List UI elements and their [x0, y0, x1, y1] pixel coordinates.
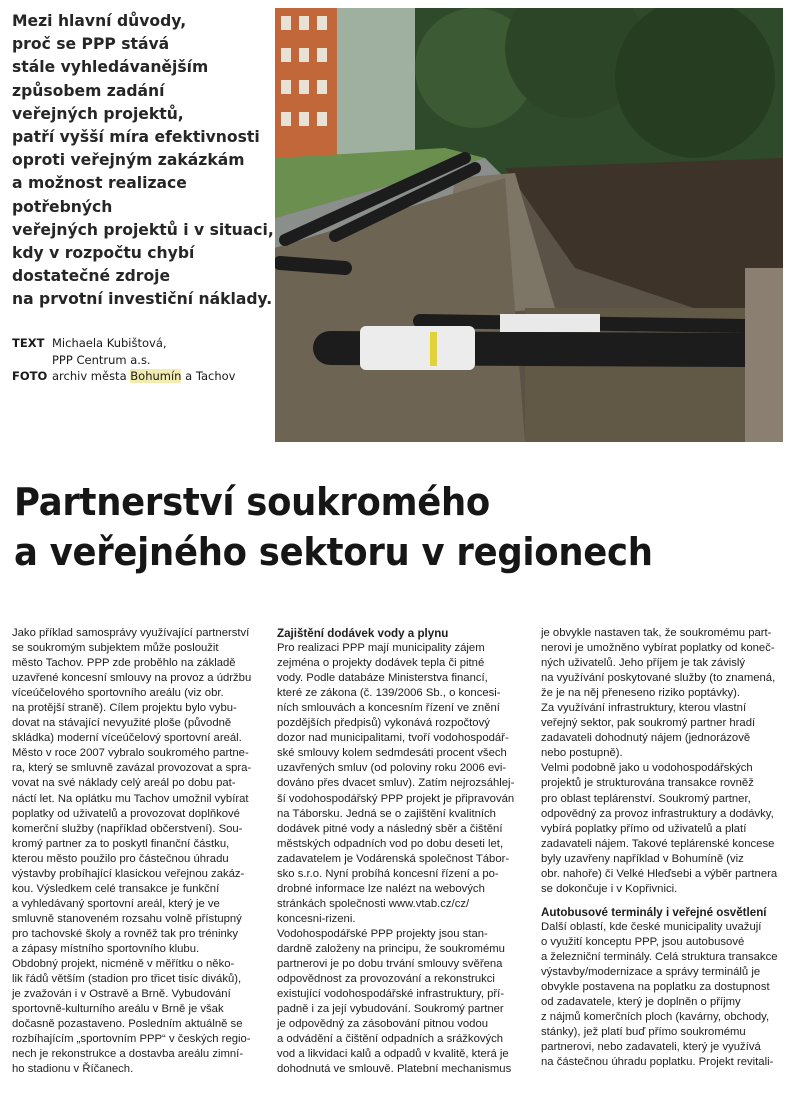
text-line: padně i za její vybudování. Soukromý partner — [277, 1003, 504, 1016]
pipeline-photo — [275, 8, 783, 442]
text-line: dočasně pozastaveno. Posledním aktuálně se — [12, 1018, 243, 1031]
text-line: dovat na stávající nevyužité ploše (původně — [12, 717, 232, 730]
lead-line: způsobem zadání — [12, 81, 165, 100]
text-line: víceúčelového sportovního areálu (viz obr. — [12, 687, 224, 700]
lead-line: proč se PPP stává — [12, 35, 170, 54]
text-line: zadavatelem je Vodárenská společnost Tábor- — [277, 852, 510, 865]
text-line: se soukromým subjektem může posloužit — [12, 642, 219, 655]
text-line: Obdobný projekt, nicméně v měřítku o něko- — [12, 958, 235, 971]
text-line: Za využívání infrastruktury, kterou vlastní — [541, 702, 747, 715]
text-line: uzavřené koncesní smlouvy na provoz a údržbu — [12, 672, 252, 685]
text-line: dozor nad municipalitami, tvoří vodohospodář- — [277, 732, 509, 745]
text-line: Další oblastí, kde české municipality uvažují — [541, 920, 762, 933]
text-line: pozdějších předpisů) vykonává rozpočtový — [277, 717, 490, 730]
text-line: na protější straně). Cílem projektu bylo vybu- — [12, 702, 237, 715]
text-line: sportovně-kulturního areálu v Brně je však — [12, 1003, 224, 1016]
text-line: stránkách společnosti www.vtab.cz/cz/ — [277, 897, 470, 910]
text-line: koncesni-rizeni. — [277, 912, 356, 925]
text-line: ních smlouvách a koncesním řízení ve znění — [277, 702, 500, 715]
text-line: je odpovědný za zásobování pitnou vodou — [277, 1018, 489, 1031]
text-line: partnerovi je po dobu trvání smlouvy svěřena — [277, 958, 503, 971]
text-line: pro oblast teplárenství. Soukromý partner, — [541, 792, 751, 805]
column-1 — [12, 626, 264, 1077]
column-3 — [541, 626, 793, 1070]
text-line: zejména o projekty dodávek tepla či pitné — [277, 657, 485, 670]
text-line: Jako příklad samosprávy využívající partnerství — [12, 627, 250, 639]
text-line: ší vodohospodářský PPP projekt je připravován — [277, 792, 515, 805]
text-line: lik řádů větším (stadion pro třicet tisíc diváků), — [12, 973, 242, 986]
text-line: náctí let. Na oplátku mu Tachov umožnil vybírat — [12, 792, 249, 805]
lead-line: patří vyšší míra efektivnosti — [12, 128, 260, 147]
text-line: dodávek pitné vody a následný sběr a čištění — [277, 822, 503, 835]
text-line: dohodnutá ve smlouvě. Platební mechanismus — [277, 1063, 512, 1076]
text-line: stánky), jež platí buď přímo soukromému — [541, 1026, 746, 1039]
lead-line: oproti veřejným zakázkám — [12, 151, 245, 170]
text-line: pro tachovské školy a rovněž tak pro tréninky — [12, 927, 239, 940]
text-line: nerovi je umožněno vybírat poplatky od koneč- — [541, 642, 775, 655]
text-line: výstavby/modernizace a správy terminálů je — [541, 966, 761, 979]
text-line: zadavateli dohodnutý nájem (jednorázově — [541, 732, 751, 745]
text-line: vovat na své náklady celý areál po dobu pat- — [12, 777, 236, 790]
text-line: Vodohospodářské PPP projekty jsou stan- — [277, 927, 488, 940]
text-line: kou. Výsledkem celé transakce je funkční — [12, 882, 220, 895]
lead-line: dostatečné zdroje — [12, 267, 171, 286]
text-line: a zápasy místního sportovního klubu. — [12, 942, 200, 955]
text-line: vybírá poplatky přímo od uživatelů a platí — [541, 822, 747, 835]
text-line: na Táborsku. Jedná se o zajištění kvalitních — [277, 807, 496, 820]
text-line: partnerovi, nebo zadavateli, který je využívá — [541, 1041, 761, 1054]
lead-line: na prvotní investiční náklady. — [12, 290, 273, 309]
text-line: skládka) moderní víceúčelový sportovní areál. — [12, 732, 242, 745]
text-line: sko s.r.o. Nyní probíhá koncesní řízení a po- — [277, 867, 499, 880]
text-line: ra, který se smluvně zavázal provozovat a spra- — [12, 762, 252, 775]
author-org: PPP Centrum a.s. — [52, 352, 151, 367]
text-line: výstavby probíhající klasickou veřejnou zakáz- — [12, 867, 245, 880]
text-line: od zadavatele, který je doplněn o příjmy — [541, 996, 741, 1009]
text-line: nech je rekonstrukce a dostavba areálu zimní- — [12, 1048, 244, 1061]
text-line: na částečnou úhradu poplatku. Projekt revitali- — [541, 1056, 774, 1069]
text-line: které ze zákona (č. 139/2006 Sb., o koncesi- — [277, 687, 501, 700]
text-line: smluvně stanoveném rozsahu volně přístupný — [12, 912, 242, 925]
section-heading-water-gas: Zajištění dodávek vody a plynu — [277, 627, 449, 640]
lead-line: stále vyhledávanějším — [12, 58, 209, 77]
text-line: odpovědný za provoz infrastruktury a dodávky, — [541, 807, 774, 820]
text-line: odpovědnost za provozování a rekonstrukci — [277, 973, 495, 986]
text-line: z nájmů komerčních ploch (kavárny, obchody, — [541, 1011, 770, 1024]
text-line: uzavřených smluv (od poloviny roku 2006 evi- — [277, 762, 507, 775]
text-line: se dokončuje i v Kopřivnici. — [541, 882, 678, 895]
text-line: projektů je strukturována transakce rovněž — [541, 777, 754, 790]
foto-label: FOTO — [12, 369, 48, 383]
text-line: je zvažován i v Ostravě a Brně. Vybudování — [12, 988, 231, 1001]
text-line: obvykle postavena na poplatku za dostupnost — [541, 981, 770, 994]
text-line: kterou město použilo pro částečnou úhradu — [12, 852, 229, 865]
text-line: Město v roce 2007 vybralo soukromého partne- — [12, 747, 249, 760]
article-headline: Partnerství soukromého a veřejného sektoru v regionech — [14, 480, 653, 575]
author-name: Michaela Kubištová, — [52, 336, 167, 350]
text-line: vody. Podle databáze Ministerstva financí, — [277, 672, 488, 685]
text-line: existující vodohospodářské infrastruktury, pří- — [277, 988, 505, 1001]
text-line: byly uzavřeny například v Bohumíně (viz — [541, 852, 744, 865]
section-heading-bus-terminals: Autobusové terminály i veřejné osvětlení — [541, 905, 767, 919]
text-line: o využití konceptu PPP, jsou autobusové — [541, 935, 745, 948]
photo-credit: archiv města Bohumín a Tachov — [52, 369, 236, 383]
lead-line: veřejných projektů i v situaci, — [12, 220, 274, 239]
lead-line: kdy v rozpočtu chybí — [12, 244, 195, 263]
text-line: vod a likvidaci kalů a odpadů v kvalitě, která je — [277, 1048, 509, 1061]
text-label: TEXT — [12, 336, 45, 350]
text-line: město Tachov. PPP zde proběhlo na základě — [12, 657, 236, 670]
text-line: dardně založeny na principu, že soukromému — [277, 942, 505, 955]
text-line: veřejný sektor, pak soukromý partner hradí — [541, 717, 756, 730]
text-line: že je na něj přeneseno riziko poptávky). — [541, 687, 741, 700]
lead-quote — [12, 10, 274, 312]
column-2 — [277, 626, 529, 1077]
text-line: zadavateli nájem. Takové teplárenské koncese — [541, 837, 775, 850]
text-line: ných uživatelů. Jeho příjem je tak závislý — [541, 657, 746, 670]
text-line: rozbíhajícím „sportovním PPP“ v českých regio- — [12, 1033, 251, 1046]
lead-line: a možnost realizace — [12, 174, 187, 193]
text-line: a železniční terminály. Celá struktura transakce — [541, 950, 778, 963]
text-line: poplatky od uživatelů a provozovat doplňkové — [12, 807, 240, 820]
text-line: obr. nahoře) či Velké Hleďsebi a výběr partnera — [541, 867, 778, 880]
text-line: Pro realizaci PPP mají municipality zájem — [277, 642, 485, 655]
credits — [12, 335, 272, 385]
text-line: drobné informace lze nalézt na webových — [277, 882, 485, 895]
lead-line: Mezi hlavní důvody, — [12, 12, 187, 30]
text-line: kromý partner za to poskytl finanční částku, — [12, 837, 230, 850]
text-line: ské smlouvy kolem sedmdesáti procent všech — [277, 747, 507, 760]
text-line: je obvykle nastaven tak, že soukromému part- — [541, 627, 772, 639]
text-line: ho stadionu v Říčanech. — [12, 1063, 134, 1076]
lead-line: potřebných — [12, 197, 113, 216]
text-line: dováno přes dvacet smluv). Zatím nejrozsáhlej- — [277, 777, 515, 790]
text-line: a odvádění a čištění odpadních a srážkových — [277, 1033, 504, 1046]
text-line: na využívání poskytované služby (to znamená, — [541, 672, 776, 685]
text-line: Velmi podobně jako u vodohospodářských — [541, 762, 753, 775]
text-line: komerční služby (například občerstvení). Sou- — [12, 822, 243, 835]
lead-line: veřejných projektů, — [12, 104, 184, 123]
text-line: nebo postupně). — [541, 747, 623, 760]
text-line: městských odpadních vod po dobu deseti let, — [277, 837, 504, 850]
text-line: a vyhledávaný sportovní areál, který je ve — [12, 897, 220, 910]
